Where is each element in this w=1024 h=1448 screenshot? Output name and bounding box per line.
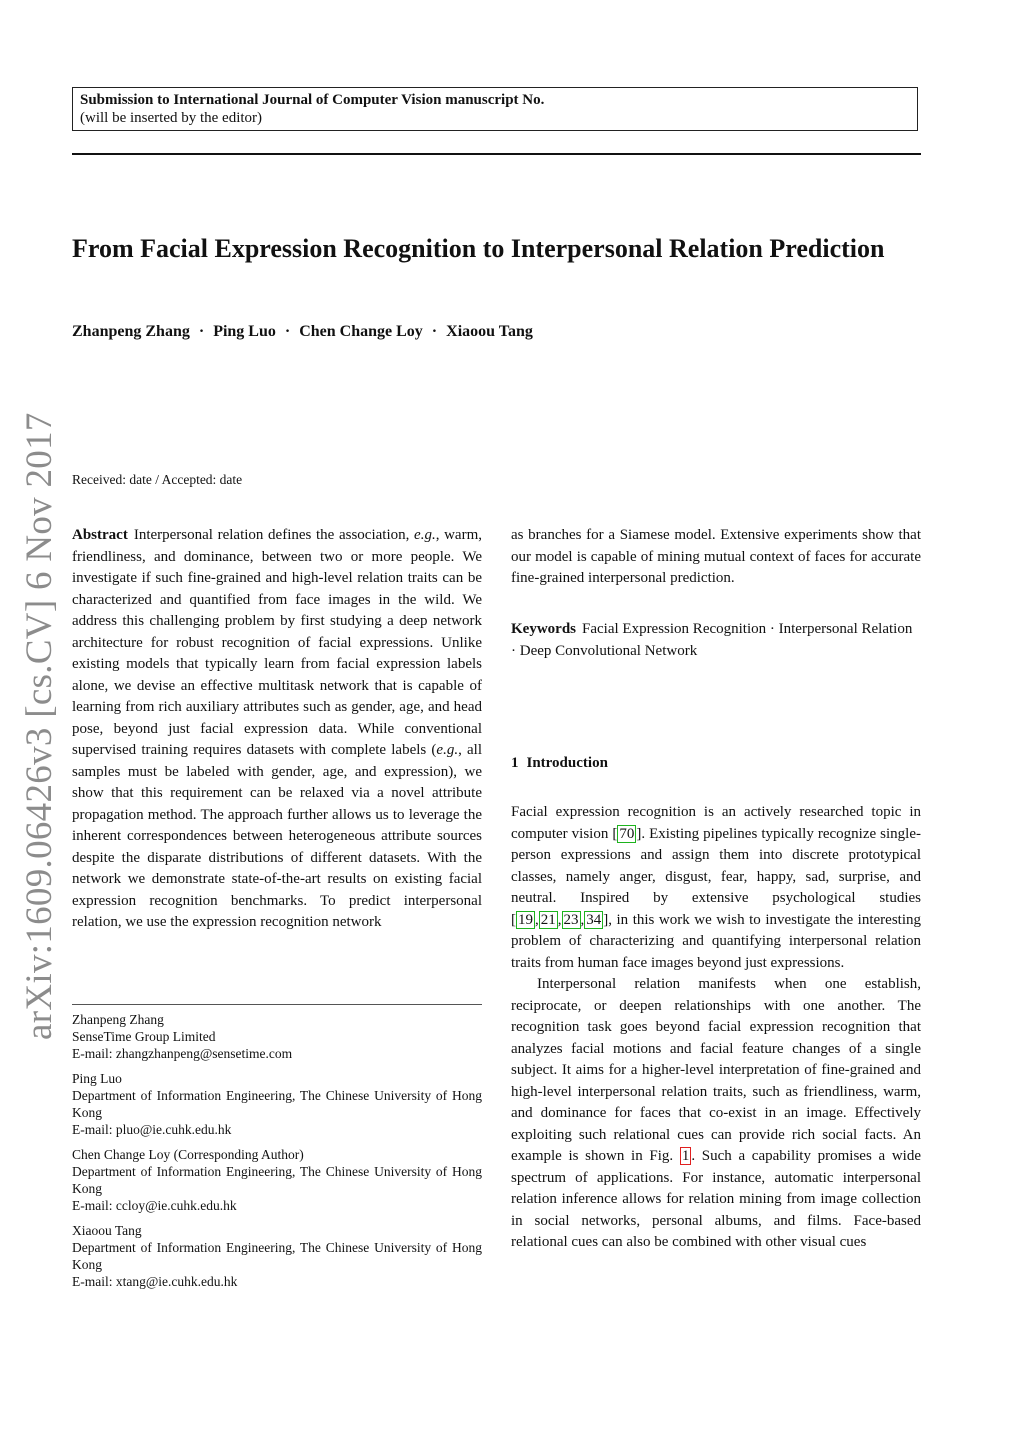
- citation-comma: ,: [535, 911, 539, 928]
- affiliation-email: E-mail: zhangzhanpeng@sensetime.com: [72, 1046, 293, 1061]
- header-rule: [72, 153, 921, 155]
- intro-text: Facial expression recognition is an actively researched topic in computer vision [: [511, 804, 921, 842]
- intro-paragraph-1: [511, 802, 921, 974]
- author-1: Zhanpeng Zhang: [72, 323, 190, 340]
- intro-text: . Such a capability promises a wide spectrum of applications. For instance, automatic interpersonal relation inference allows for relation mining from image collection in social networks, personal albums, and films. Face-based relational cues can also be combined with other visual cues: [511, 1148, 921, 1250]
- paper-title: From Facial Expression Recognition to Interpersonal Relation Prediction: [72, 234, 885, 263]
- abstract-eg: e.g.: [436, 742, 459, 758]
- abstract-continued: as branches for a Siamese model. Extensive experiments show that our model is capable of mining mutual context of faces for accurate fine-grained interpersonal prediction.: [511, 527, 921, 586]
- affiliation-block: [72, 1011, 482, 1062]
- keywords: [511, 619, 921, 662]
- citation-comma: ,: [557, 911, 562, 928]
- citation-link[interactable]: 70: [619, 825, 635, 842]
- affiliation-name: Zhanpeng Zhang: [72, 1012, 164, 1027]
- keywords-text: Facial Expression Recognition · Interpersonal Relation · Deep Convolutional Network: [511, 621, 913, 659]
- intro-text: ], in this work we wish to investigate the interesting problem of characterizing and quantifying interpersonal relation traits from human face images beyond just expressions.: [511, 911, 921, 971]
- citation-comma: ,: [580, 911, 585, 928]
- affiliation-org: Department of Information Engineering, The Chinese University of Hong Kong: [72, 1088, 482, 1120]
- figure-link[interactable]: 1: [681, 1148, 690, 1164]
- journal-header-line1: Submission to International Journal of Computer Vision manuscript No.: [80, 92, 545, 108]
- affiliation-block: [72, 1222, 482, 1290]
- section-number: 1: [511, 755, 519, 771]
- author-sep: ·: [284, 323, 291, 340]
- author-sep: ·: [431, 323, 438, 340]
- intro-body: [511, 802, 921, 1254]
- abstract-text: , all samples must be labeled with gender, age, and expression), we show that this requirement can be relaxed via a novel attribute propagation method. The approach further allows us to leverage the inherent correspondences between heterogeneous attribute sources despite the disparate distributions of different datasets. With the network we demonstrate state-of-the-art results on existing facial expression recognition benchmarks. To predict interpersonal relation, we use the expression recognition network: [72, 742, 482, 930]
- affiliation-org: Department of Information Engineering, The Chinese University of Hong Kong: [72, 1240, 482, 1272]
- section-heading: [511, 755, 608, 772]
- received-date: Received: date / Accepted: date: [72, 472, 243, 487]
- affiliation-org: Department of Information Engineering, The Chinese University of Hong Kong: [72, 1164, 482, 1196]
- intro-text: ]. Existing pipelines typically recognize single-person expressions and assign them into discrete prototypical classes, namely anger, disgust, fear, happy, sad, surprise, and neutral. Inspired by extensive psychological studies [: [511, 825, 921, 928]
- footnote-rule: [72, 1004, 482, 1005]
- citation-link[interactable]: 34: [586, 911, 602, 928]
- journal-header-box: [72, 87, 918, 131]
- intro-paragraph-2: [511, 974, 921, 1254]
- affiliation-name: Ping Luo: [72, 1071, 122, 1086]
- abstract-text: Interpersonal relation defines the association,: [133, 527, 415, 543]
- author-3: Chen Change Loy: [299, 323, 423, 340]
- abstract-eg: e.g.: [414, 527, 436, 543]
- citation-link[interactable]: 21: [540, 911, 556, 928]
- author-4: Xiaoou Tang: [446, 323, 533, 340]
- affiliations: [72, 1011, 482, 1298]
- abstract-text: , warm, friendliness, and dominance, between two or more people. We investigate if such fine-grained and high-level relation traits can be characterized and quantified from face images in the wild. We address this challenging problem by first studying a deep network architecture for robust recognition of facial expressions. Unlike existing models that typically learn from facial expression labels alone, we devise an effective multitask network that is capable of learning from rich auxiliary attributes such as gender, age, and head pose, beyond just facial expression data. While conventional supervised training requires datasets with complete labels (: [72, 527, 482, 758]
- section-title: Introduction: [526, 755, 608, 771]
- journal-header-line2: (will be inserted by the editor): [80, 110, 263, 126]
- affiliation-block: [72, 1146, 482, 1214]
- citation-link[interactable]: 23: [563, 911, 579, 928]
- arxiv-stamp: arXiv:1609.06426v3 [cs.CV] 6 Nov 2017: [19, 412, 60, 1040]
- affiliation-name: Xiaoou Tang: [72, 1223, 142, 1238]
- author-2: Ping Luo: [213, 323, 276, 340]
- affiliation-name: Chen Change Loy (Corresponding Author): [72, 1147, 304, 1162]
- abstract-label: Abstract: [72, 527, 128, 543]
- affiliation-email: E-mail: xtang@ie.cuhk.edu.hk: [72, 1274, 238, 1289]
- affiliation-org: SenseTime Group Limited: [72, 1029, 216, 1044]
- citation-link[interactable]: 19: [518, 911, 533, 928]
- intro-text: Interpersonal relation manifests when one establish, reciprocate, or deepen relationships with one another. The recognition task goes beyond facial expression recognition that analyzes facial motions and facial feature changes of a single subject. It aims for a higher-level interpretation of fine-grained and high-level interpersonal relation traits, such as friendliness, warm, and dominance for faces that co-exist in an image. Effectively exploiting such relational cues can provide rich social facts. An example is shown in Fig.: [511, 976, 921, 1164]
- affiliation-email: E-mail: pluo@ie.cuhk.edu.hk: [72, 1122, 232, 1137]
- abstract-body: [72, 525, 482, 934]
- author-list: [72, 323, 533, 341]
- author-sep: ·: [198, 323, 205, 340]
- affiliation-block: [72, 1070, 482, 1138]
- affiliation-email: E-mail: ccloy@ie.cuhk.edu.hk: [72, 1198, 237, 1213]
- keywords-label: Keywords: [511, 621, 576, 637]
